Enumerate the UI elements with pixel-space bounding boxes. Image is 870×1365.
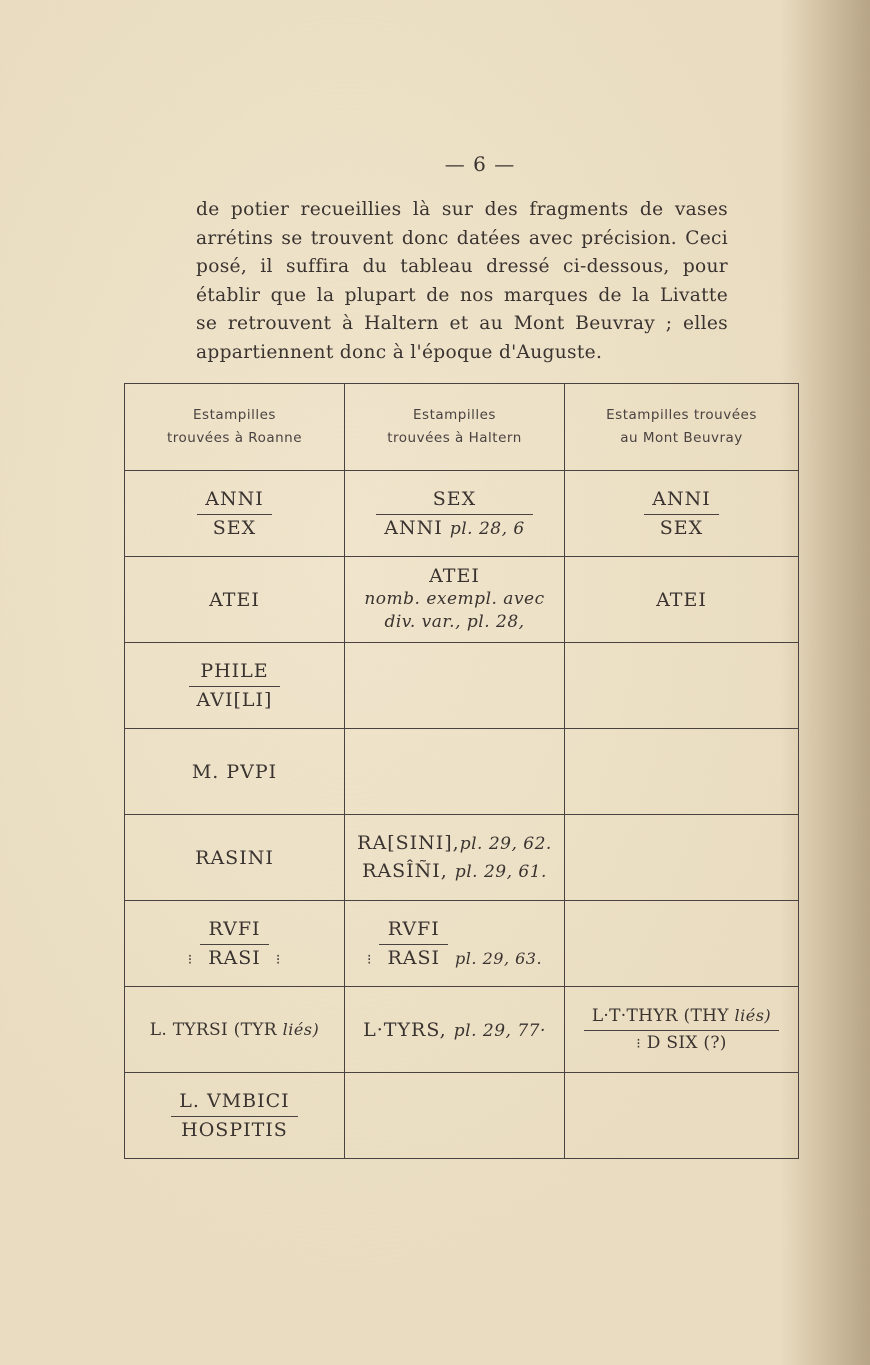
cell-beuvray	[565, 643, 799, 729]
cell-haltern	[345, 643, 565, 729]
paragraph-line: posé, il suffira du tableau dressé ci-dessous, pour	[196, 256, 728, 277]
cell-haltern: SEX ANNI pl. 28, 6	[345, 471, 565, 557]
cell-haltern: RA[SINI],pl. 29, 62. RASÎÑI, pl. 29, 61.	[345, 815, 565, 901]
header-haltern: Estampilles trouvées à Haltern	[345, 384, 565, 471]
ornament-icon: ⁝	[275, 952, 282, 968]
ornament-icon: ⁝	[187, 952, 194, 968]
cell-roanne: RASINI	[125, 815, 345, 901]
paragraph-line: de potier recueillies là sur des fragments de vases	[196, 199, 728, 220]
paragraph-line: arrétins se trouvent donc datées avec précision. Ceci	[196, 227, 728, 249]
stamps-table	[124, 383, 799, 1159]
cell-beuvray	[565, 729, 799, 815]
ornament-icon: ⁝	[366, 952, 373, 968]
cell-beuvray: L·T·THYR (THY liés) ⁝ D SIX (?)	[565, 987, 799, 1073]
cell-roanne: ATEI	[125, 557, 345, 643]
table-row	[125, 729, 799, 815]
table-row	[125, 987, 799, 1073]
cell-roanne: L. VMBICI HOSPITIS	[125, 1073, 345, 1159]
cell-beuvray	[565, 1073, 799, 1159]
paragraph-line: appartiennent donc à l'époque d'Auguste.	[196, 341, 603, 363]
cell-beuvray: ANNI SEX	[565, 471, 799, 557]
cell-roanne: ANNI SEX	[125, 471, 345, 557]
table-row	[125, 815, 799, 901]
cell-beuvray	[565, 815, 799, 901]
header-beuvray: Estampilles trouvées au Mont Beuvray	[565, 384, 799, 471]
table-row	[125, 901, 799, 987]
page-number: — 6 —	[444, 152, 516, 176]
cell-beuvray: ATEI	[565, 557, 799, 643]
cell-haltern	[345, 729, 565, 815]
cell-haltern: ATEI nomb. exempl. avec div. var., pl. 28,	[345, 557, 565, 643]
intro-paragraph	[196, 196, 728, 367]
table-row	[125, 1073, 799, 1159]
cell-haltern: ⁝ RVFI RASI pl. 29, 63.	[345, 901, 565, 987]
table-row	[125, 557, 799, 643]
table-header-row	[125, 384, 799, 471]
header-roanne: Estampilles trouvées à Roanne	[125, 384, 345, 471]
cell-haltern	[345, 1073, 565, 1159]
cell-roanne: L. TYRSI (TYR liés)	[125, 987, 345, 1073]
cell-roanne: M. PVPI	[125, 729, 345, 815]
paragraph-line: établir que la plupart de nos marques de la Livatte	[196, 284, 728, 306]
paragraph-line: se retrouvent à Haltern et au Mont Beuvray ; elles	[196, 313, 728, 334]
cell-beuvray	[565, 901, 799, 987]
cell-haltern: L·TYRS, pl. 29, 77·	[345, 987, 565, 1073]
cell-roanne: PHILE AVI[LI]	[125, 643, 345, 729]
cell-roanne: ⁝ RVFI RASI ⁝	[125, 901, 345, 987]
table-row	[125, 643, 799, 729]
ornament-icon: ⁝	[636, 1036, 642, 1052]
table-row	[125, 471, 799, 557]
